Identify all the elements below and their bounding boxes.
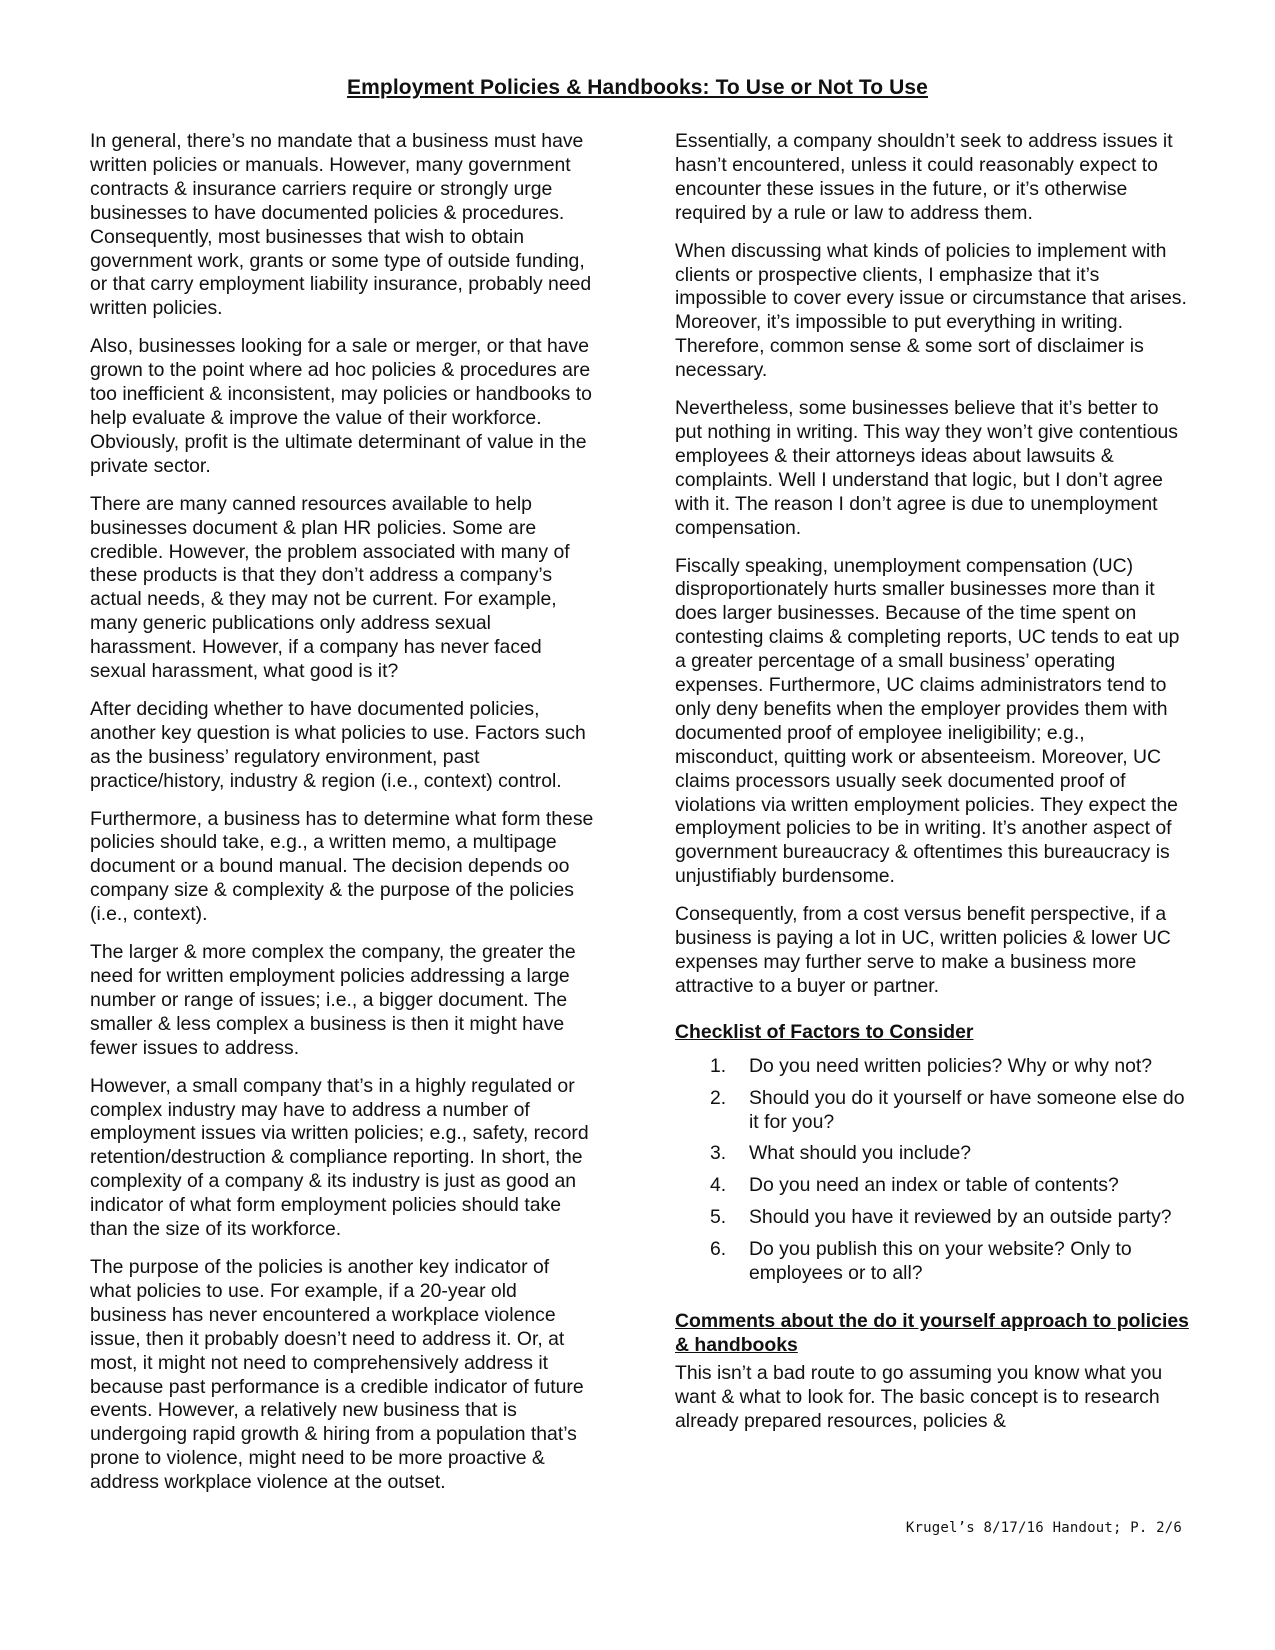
page-title: Employment Policies & Handbooks: To Use or Not To Use [347,76,928,99]
checklist-item-text: Should you do it yourself or have someone else do it for you? [749,1086,1185,1133]
page-footer: Krugel’s 8/17/16 Handout; P. 2/6 [905,1520,1182,1536]
right-column [675,130,1190,1448]
paragraph-cost-benefit: Consequently, from a cost versus benefit perspective, if a business is paying a lot in UC, written policies & lower UC expenses may further serve to make a business more attractive to a buyer or partner. [675,903,1171,997]
checklist-heading: Checklist of Factors to Consider [675,1020,974,1043]
paragraph-discussing-policies: When discussing what kinds of policies to implement with clients or prospective clients, I emphasize that it’s impossible to cover every issue or circumstance that arises. Moreover, it’s impossible to put everything in writing. Therefore, common sense & some sort of disclaimer is necessary. [675,239,1187,382]
checklist-item-text: Do you need an index or table of contents? [749,1174,1119,1197]
paragraph-nothing-in-writing: Nevertheless, some businesses believe that it’s better to put nothing in writing. This way they won’t give contentious employees & their attorneys ideas about lawsuits & complaints. Well I understand that logic, but I don’t agree with it. The reason I don’t agree is due to unemployment compensation. [675,397,1179,539]
checklist-item-text: Do you publish this on your website? Only to employees or to all? [749,1238,1132,1285]
paragraph-unemployment-compensation: Fiscally speaking, unemployment compensation (UC) disproportionately hurts smaller businesses more than it does larger businesses. Because of the time spent on contesting claims & completing reports, UC tends to eat up a greater percentage of a small business’ operating expenses. Furthermore, UC claims administrators tend to only deny benefits when the employer provides them with documented proof of employee ineligibility; e.g., misconduct, quitting work or absenteeism. Moreover, UC claims processors usually seek documented proof of violations via written employment policies. They expect the employment policies to be in writing. It’s another aspect of government bureaucracy & oftentimes this bureaucracy is unjustifiably burdensome. [675,554,1180,888]
paragraph-policy-purpose: The purpose of the policies is another key indicator of what policies to use. For example, if a 20-year old business has never encountered a workplace violence issue, then it probably doesn’t need to address it. Or, at most, it might not need to comprehensively address it because past performance is a credible indicator of future events. However, a relatively new business that is undergoing rapid growth & hiring from a population that’s prone to violence, might need to be more proactive & address workplace violence at the outset. [90,1255,584,1494]
left-column [90,130,595,1509]
checklist-item [675,1174,1190,1198]
paragraph-what-policies: After deciding whether to have documented policies, another key question is what policies to use. Factors such as the business’ regulatory environment, past practice/history, industry & region (i.e., context) control. [90,697,586,792]
checklist-item-number: 1. [710,1054,727,1077]
paragraph-sale-or-merger: Also, businesses looking for a sale or merger, or that have grown to the point where ad hoc policies & procedures are too inefficient & inconsistent, may policies or handbooks to help evaluate & improve the value of their workforce. Obviously, profit is the ultimate determinant of value in the private sector. [90,335,592,477]
checklist-item-text: Do you need written policies? Why or why not? [749,1054,1153,1077]
checklist-item-text: Should you have it reviewed by an outside party? [749,1206,1172,1229]
checklist-item [675,1055,1190,1079]
checklist [675,1055,1190,1286]
paragraph-regulated-industry: However, a small company that’s in a highly regulated or complex industry may have to address a number of employment issues via written policies; e.g., safety, record retention/destruction & compliance reporting. In short, the complexity of a company & its industry is just as good an indicator of what form employment policies should take than the size of its workforce. [90,1074,589,1241]
checklist-item [675,1206,1190,1230]
paragraph-policy-form: Furthermore, a business has to determine what form these policies should take, e.g., a written memo, a multipage document or a bound manual. The decision depends oo company size & complexity & the purpose of the policies (i.e., context). [90,807,594,926]
checklist-item [675,1142,1190,1166]
checklist-item-text: What should you include? [749,1142,972,1165]
checklist-item-number: 6. [710,1238,727,1261]
checklist-item-number: 4. [710,1174,727,1197]
checklist-item [675,1087,1190,1135]
paragraph-canned-resources: There are many canned resources available to help businesses document & plan HR policies. Some are credible. However, the problem associated with many of these products is that they don’t address a company’s actual needs, & they may not be current. For example, many generic publications only address sexual harassment. However, if a company has never faced sexual harassment, what good is it? [90,492,570,683]
paragraph-essentially: Essentially, a company shouldn’t seek to address issues it hasn’t encountered, unless it could reasonably expect to encounter these issues in the future, or it’s otherwise required by a rule or law to address them. [675,130,1173,224]
checklist-item-number: 3. [710,1142,727,1165]
checklist-item [675,1238,1190,1286]
paragraph-company-size: The larger & more complex the company, the greater the need for written employment policies addressing a large number or range of issues; i.e., a bigger document. The smaller & less complex a business is then it might have fewer issues to address. [90,941,576,1059]
checklist-item-number: 2. [710,1086,727,1109]
checklist-item-number: 5. [710,1206,727,1229]
paragraph-diy-approach: This isn’t a bad route to go assuming you know what you want & what to look for. The basic concept is to research already prepared resources, policies & [675,1361,1163,1432]
paragraph-no-mandate: In general, there’s no mandate that a business must have written policies or manuals. However, many government contracts & insurance carriers require or strongly urge businesses to have documented policies & procedures. Consequently, most businesses that wish to obtain government work, grants or some type of outside funding, or that carry employment liability insurance, probably need written policies. [90,130,592,320]
diy-heading: Comments about the do it yourself approach to policies & handbooks [675,1309,1189,1356]
